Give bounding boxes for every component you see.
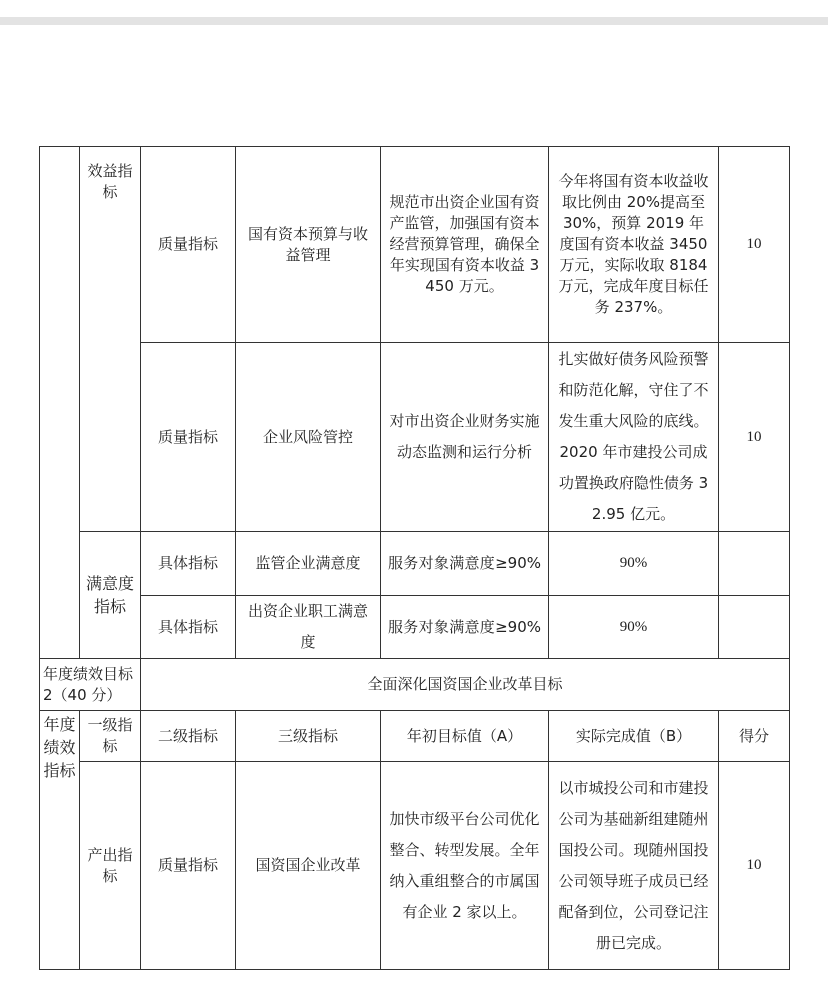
score-cell bbox=[719, 532, 790, 596]
goal2-label-cell: 年度绩效目标 2（40 分） bbox=[40, 659, 141, 711]
actual-value-cell: 扎实做好债务风险预警和防范化解，守住了不发生重大风险的底线。2020 年市建投公司成功置换政府隐性债务 32.95 亿元。 bbox=[549, 343, 719, 532]
level3-cell: 国资国企业改革 bbox=[236, 762, 381, 970]
header-level2: 二级指标 bbox=[141, 711, 236, 762]
target-value-cell: 对市出资企业财务实施动态监测和运行分析 bbox=[381, 343, 549, 532]
level3-cell: 监管企业满意度 bbox=[236, 532, 381, 596]
actual-value-cell: 90% bbox=[549, 532, 719, 596]
output-indicator-cell: 产出指标 bbox=[80, 762, 141, 970]
level3-cell: 出资企业职工满意度 bbox=[236, 596, 381, 659]
actual-value-cell: 以市城投公司和市建投公司为基础新组建随州国投公司。现随州国投公司领导班子成员已经配备到位，公司登记注册已完成。 bbox=[549, 762, 719, 970]
header-actual: 实际完成值（B） bbox=[549, 711, 719, 762]
table-row bbox=[40, 762, 790, 970]
satisfaction-indicator-cell: 满意度指标 bbox=[80, 532, 141, 659]
table-header-row bbox=[40, 711, 790, 762]
header-target: 年初目标值（A） bbox=[381, 711, 549, 762]
table-row bbox=[40, 147, 790, 343]
annual-indicator-cell: 年度绩效指标 bbox=[40, 711, 80, 970]
score-cell bbox=[719, 596, 790, 659]
table-row bbox=[40, 659, 790, 711]
performance-table bbox=[39, 146, 790, 970]
score-cell: 10 bbox=[719, 343, 790, 532]
table-row bbox=[40, 343, 790, 532]
actual-value-cell: 90% bbox=[549, 596, 719, 659]
target-value-cell: 服务对象满意度≥90% bbox=[381, 532, 549, 596]
goal1-indicator-cell bbox=[40, 147, 80, 659]
level3-cell: 国有资本预算与收益管理 bbox=[236, 147, 381, 343]
level2-cell: 具体指标 bbox=[141, 596, 236, 659]
target-value-cell: 服务对象满意度≥90% bbox=[381, 596, 549, 659]
target-value-cell: 加快市级平台公司优化整合、转型发展。全年纳入重组整合的市属国有企业 2 家以上。 bbox=[381, 762, 549, 970]
score-cell: 10 bbox=[719, 147, 790, 343]
actual-value-cell: 今年将国有资本收益收取比例由 20%提高至 30%，预算 2019 年度国有资本收益 3450 万元，实际收取 8184 万元，完成年度目标任务 237%。 bbox=[549, 147, 719, 343]
header-score: 得分 bbox=[719, 711, 790, 762]
table-row bbox=[40, 596, 790, 659]
benefit-indicator-cell: 效益指标 bbox=[80, 147, 141, 532]
level2-cell: 质量指标 bbox=[141, 147, 236, 343]
score-cell: 10 bbox=[719, 762, 790, 970]
table-row bbox=[40, 532, 790, 596]
goal2-description-cell: 全面深化国资国企业改革目标 bbox=[141, 659, 790, 711]
level2-cell: 质量指标 bbox=[141, 762, 236, 970]
target-value-cell: 规范市出资企业国有资产监管，加强国有资本经营预算管理，确保全年实现国有资本收益 3450 万元。 bbox=[381, 147, 549, 343]
header-level3: 三级指标 bbox=[236, 711, 381, 762]
level2-cell: 质量指标 bbox=[141, 343, 236, 532]
top-separator-bar bbox=[0, 17, 828, 25]
level2-cell: 具体指标 bbox=[141, 532, 236, 596]
header-level1: 一级指标 bbox=[80, 711, 141, 762]
level3-cell: 企业风险管控 bbox=[236, 343, 381, 532]
